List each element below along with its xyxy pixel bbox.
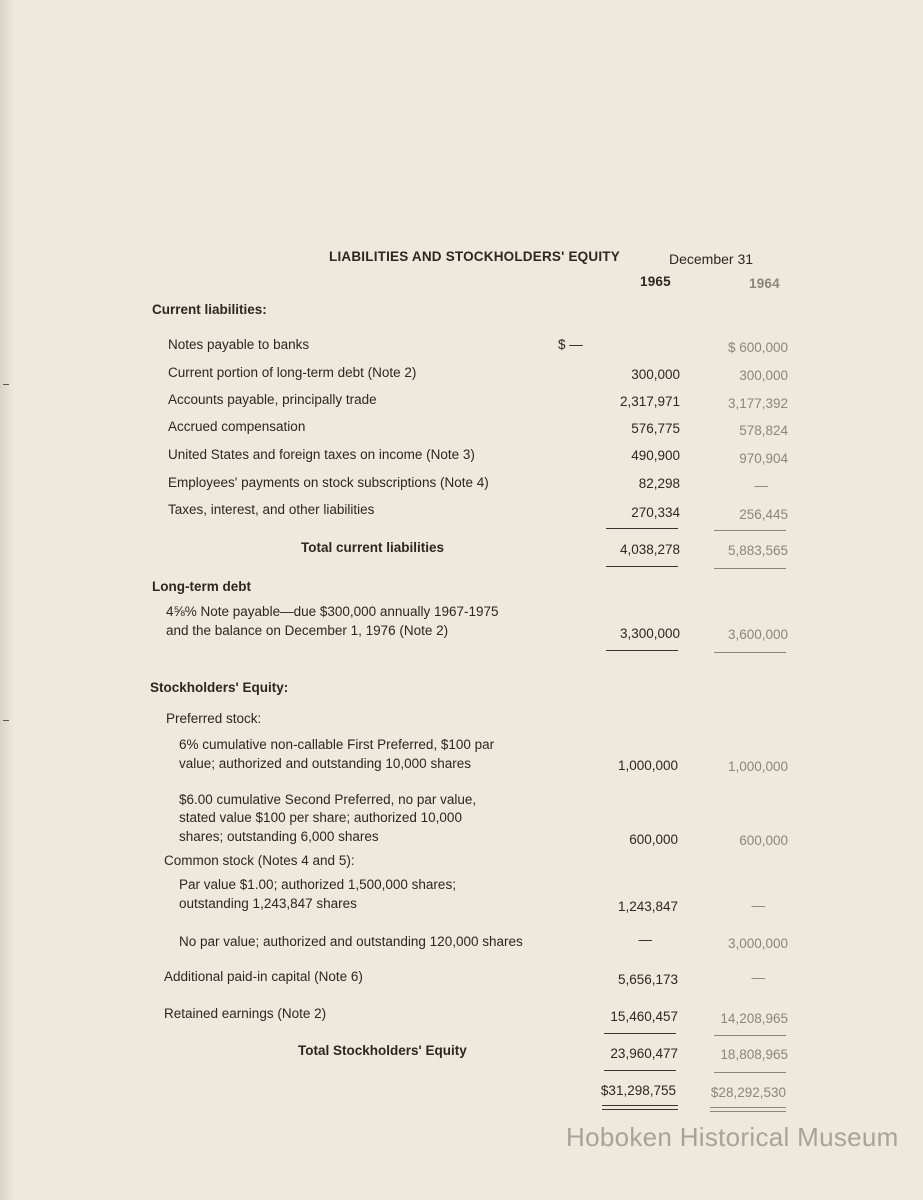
line-item-1965: 300,000 — [631, 367, 680, 382]
par-value-1965: 1,243,847 — [617, 899, 678, 914]
line-item-label: Employees' payments on stock subscriptions (Note 4) — [168, 475, 489, 490]
equity-total-rule-1964 — [714, 1072, 786, 1073]
no-par-value-1965: — — [638, 932, 652, 947]
retained-earnings-1965: 15,460,457 — [610, 1009, 678, 1024]
total-stockholders-equity-1964: 18,808,965 — [720, 1047, 788, 1062]
additional-paid-in-capital-label: Additional paid-in capital (Note 6) — [164, 969, 363, 984]
total-rule-1965 — [606, 566, 678, 567]
subtotal-rule-1964 — [714, 530, 786, 531]
line-item-label: Taxes, interest, and other liabilities — [168, 502, 375, 517]
common-stock-label: Common stock (Notes 4 and 5): — [164, 853, 355, 868]
no-par-value-description: No par value; authorized and outstanding 120,000 shares — [179, 934, 523, 949]
line-item-1965: 490,900 — [631, 448, 680, 463]
par-value-1964: — — [751, 898, 765, 913]
retained-earnings-label: Retained earnings (Note 2) — [164, 1006, 327, 1021]
retained-earnings-1964: 14,208,965 — [720, 1011, 788, 1026]
current-liabilities-heading: Current liabilities: — [152, 302, 267, 317]
first-preferred-description: 6% cumulative non-callable First Preferred, $100 par — [179, 737, 495, 752]
line-item-1965: $ — — [558, 337, 583, 352]
line-item-label: Accounts payable, principally trade — [168, 392, 377, 407]
second-preferred-1965: 600,000 — [629, 832, 678, 847]
line-item-label: Notes payable to banks — [168, 337, 310, 352]
column-header-1964: 1964 — [749, 276, 780, 291]
total-rule-1964 — [714, 568, 786, 569]
additional-paid-in-capital-1965: 5,656,173 — [617, 972, 678, 987]
total-stockholders-equity-1965: 23,960,477 — [610, 1046, 678, 1061]
grand-total-double-rule-1964 — [710, 1107, 786, 1108]
margin-mark — [3, 720, 9, 721]
line-item-1965: 2,317,971 — [619, 394, 680, 409]
long-term-debt-1965: 3,300,000 — [619, 626, 680, 641]
second-preferred-1964: 600,000 — [739, 833, 788, 848]
line-item-1964: 3,177,392 — [727, 396, 788, 411]
second-preferred-description: stated value $100 per share; authorized 10,000 — [179, 810, 462, 825]
subtotal-rule-1965 — [606, 528, 678, 529]
total-stockholders-equity-label: Total Stockholders' Equity — [298, 1043, 467, 1058]
line-item-1964: 578,824 — [739, 423, 788, 438]
line-item-1964: 300,000 — [739, 368, 788, 383]
long-term-rule-1965 — [606, 650, 678, 651]
additional-paid-in-capital-1964: — — [751, 970, 765, 985]
line-item-1964: 970,904 — [739, 451, 788, 466]
grand-total-1965: $31,298,755 — [600, 1083, 676, 1098]
long-term-rule-1964 — [714, 652, 786, 653]
long-term-debt-1964: 3,600,000 — [727, 627, 788, 642]
equity-total-rule-1965 — [604, 1070, 676, 1071]
museum-watermark: Hoboken Historical Museum — [566, 1122, 899, 1152]
line-item-label: United States and foreign taxes on income (Note 3) — [168, 447, 475, 462]
line-item-label: Accrued compensation — [168, 419, 306, 434]
total-current-liabilities-1965: 4,038,278 — [619, 542, 680, 557]
line-item-1964: 256,445 — [739, 507, 788, 522]
statement-title: LIABILITIES AND STOCKHOLDERS' EQUITY — [329, 249, 620, 264]
long-term-debt-heading: Long-term debt — [152, 579, 251, 594]
first-preferred-1964: 1,000,000 — [727, 759, 788, 774]
stockholders-equity-heading: Stockholders' Equity: — [150, 680, 289, 695]
total-current-liabilities-label: Total current liabilities — [301, 540, 445, 555]
total-current-liabilities-1964: 5,883,565 — [727, 543, 788, 558]
second-preferred-description: shares; outstanding 6,000 shares — [179, 829, 379, 844]
line-item-1965: 270,334 — [631, 505, 680, 520]
page-binding-shadow — [0, 0, 14, 1200]
grand-total-double-rule-1964 — [710, 1111, 786, 1112]
preferred-stock-label: Preferred stock: — [166, 711, 262, 726]
par-value-description: Par value $1.00; authorized 1,500,000 shares; — [179, 877, 456, 892]
equity-subtotal-rule-1964 — [714, 1035, 786, 1036]
par-value-description: outstanding 1,243,847 shares — [179, 896, 357, 911]
grand-total-double-rule-1965 — [602, 1105, 678, 1106]
column-header-1965: 1965 — [640, 274, 671, 289]
grand-total-1964: $28,292,530 — [710, 1085, 786, 1100]
line-item-label: Current portion of long-term debt (Note 2) — [168, 365, 417, 380]
long-term-debt-description: 4⅝% Note payable—due $300,000 annually 1967-1975 — [166, 604, 499, 619]
equity-subtotal-rule-1965 — [604, 1033, 676, 1034]
line-item-1964: $ 600,000 — [727, 340, 788, 355]
second-preferred-description: $6.00 cumulative Second Preferred, no par value, — [179, 792, 477, 807]
line-item-1965: 82,298 — [638, 476, 680, 491]
line-item-1965: 576,775 — [631, 421, 680, 436]
no-par-value-1964: 3,000,000 — [727, 936, 788, 951]
grand-total-double-rule-1965 — [602, 1109, 678, 1110]
line-item-1964: — — [754, 478, 768, 493]
date-label: December 31 — [669, 251, 754, 267]
first-preferred-1965: 1,000,000 — [617, 758, 678, 773]
long-term-debt-description: and the balance on December 1, 1976 (Note 2) — [166, 623, 449, 638]
margin-mark — [3, 384, 9, 385]
first-preferred-description: value; authorized and outstanding 10,000 shares — [179, 756, 471, 771]
